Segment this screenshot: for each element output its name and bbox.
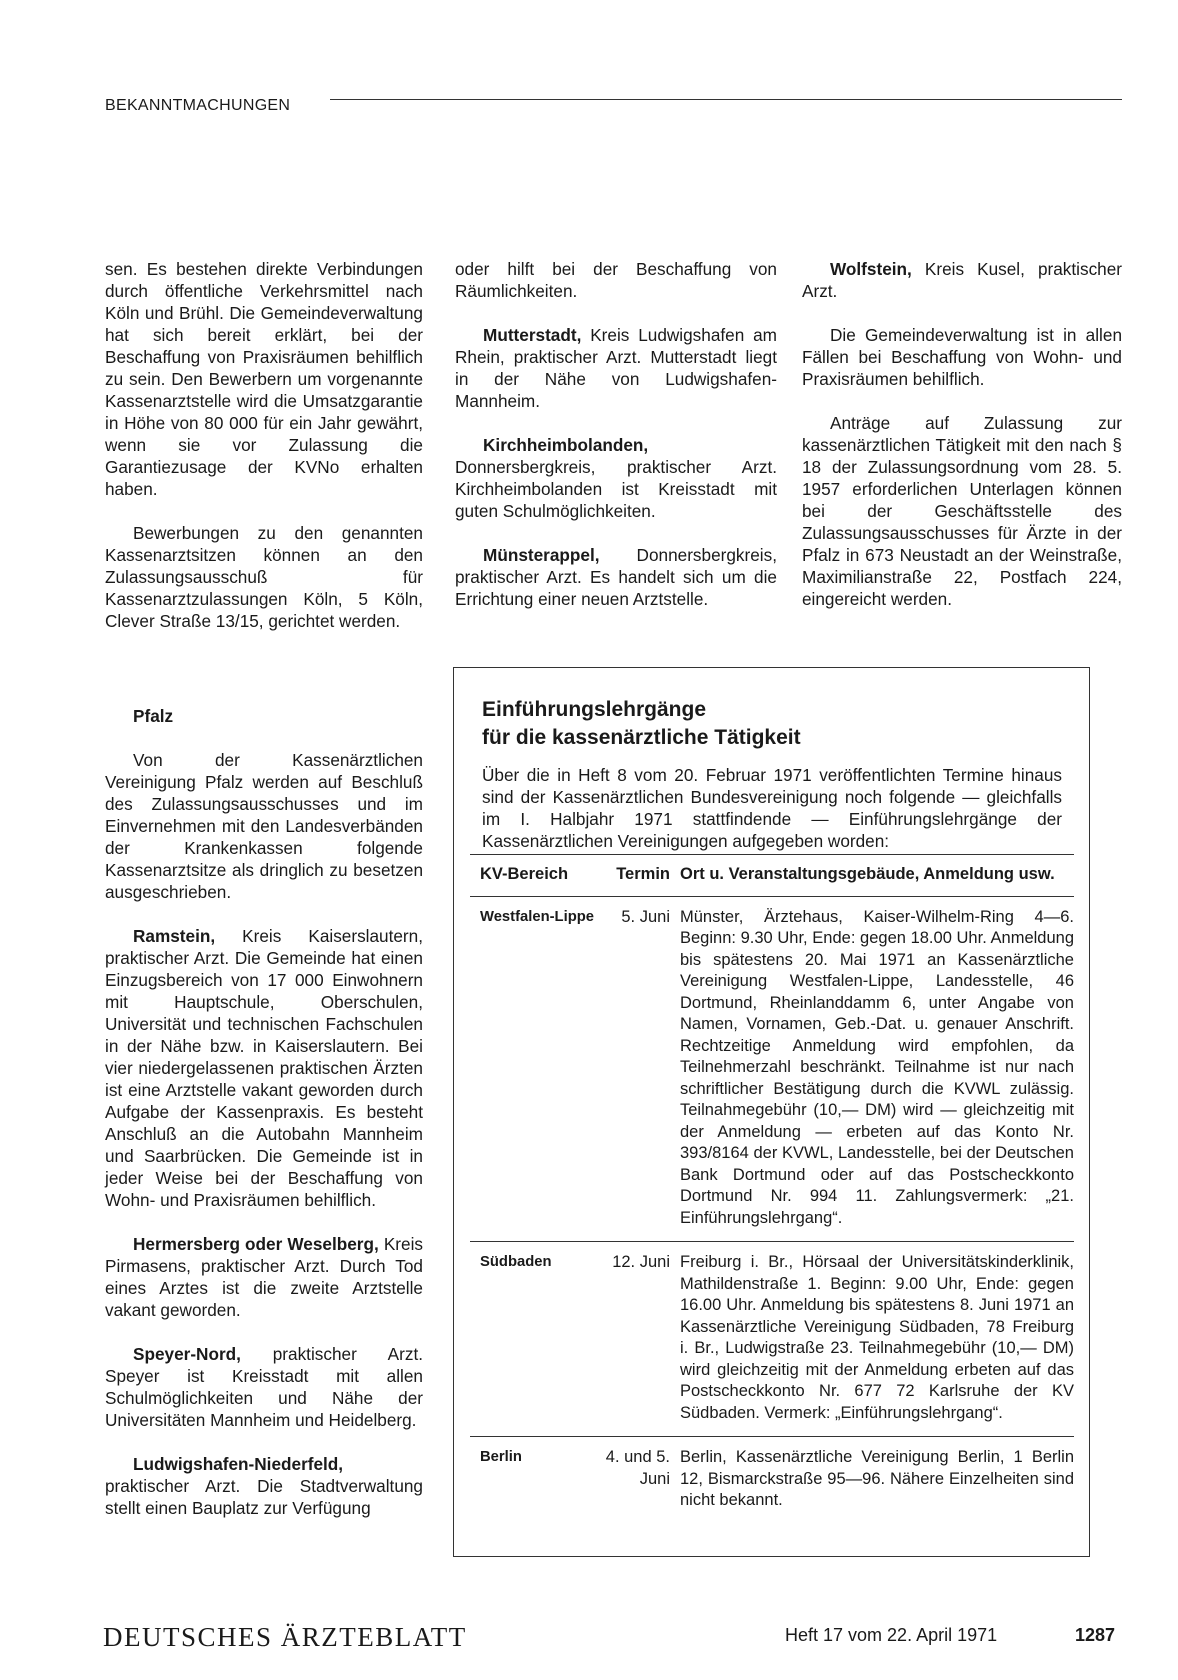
cell-date: 12. Juni bbox=[612, 1253, 670, 1271]
entry-name: Ramstein, bbox=[133, 926, 216, 946]
entry-text: Kreis Kaiserslautern, praktischer Arzt. Die Gemeinde hat einen Einzugsbereich von 17 000 Einwohnern mit Hauptschule, Oberschulen, Universität und technischen Fachschulen in der Nähe bzw. in Kaiserslautern. Bei vier niedergelassenen praktischen Ärzten ist eine Arztstelle vakant geworden durch Aufgabe der Kassenpraxis. Es besteht Anschluß an die Autobahn Mannheim und Saarbrücken. Die Gemeinde ist in jeder Weise bei der Beschaffung von Wohn- und Praxisräumen behilflich. bbox=[105, 926, 423, 1210]
paragraph: Bewerbungen zu den genannten Kassenarztsitzen können an den Zulassungsausschuß für Kassenarztzulassungen Köln, 5 Köln, Clever Straße 13/15, gerichtet werden. bbox=[105, 523, 423, 631]
entry-name: Ludwigshafen-Niederfeld, bbox=[133, 1454, 344, 1474]
entry-name: Speyer-Nord, bbox=[133, 1344, 241, 1364]
paragraph: Die Gemeindeverwaltung ist in allen Fällen bei Beschaffung von Wohn- und Praxisräumen behilflich. bbox=[802, 325, 1122, 389]
paragraph: oder hilft bei der Beschaffung von Räumlichkeiten. bbox=[455, 259, 777, 301]
entry-wolfstein bbox=[802, 258, 1122, 302]
section-heading: BEKANNTMACHUNGEN bbox=[105, 97, 291, 114]
column-header: KV-Bereich bbox=[480, 865, 569, 883]
cell-date: 4. und 5. Juni bbox=[605, 1448, 670, 1488]
entry-name: Wolfstein, bbox=[830, 259, 912, 279]
cell-region: Berlin bbox=[480, 1449, 522, 1465]
entry-hermersberg bbox=[105, 1233, 423, 1321]
entry-muensterappel bbox=[455, 544, 777, 610]
table-row bbox=[470, 1242, 1074, 1436]
table-header-row bbox=[470, 855, 1074, 896]
entry-text: Kreis Pirmasens, praktischer Arzt. Durch Tod eines Arztes ist die zweite Arztstelle vakant geworden. bbox=[105, 1234, 423, 1320]
column-3 bbox=[802, 258, 1122, 632]
entry-text: praktischer Arzt. Speyer ist Kreisstadt mit allen Schulmöglichkeiten und Nähe der Universitäten Mannheim und Heidelberg. bbox=[105, 1344, 423, 1430]
pfalz-section bbox=[105, 705, 423, 1541]
cell-details: Münster, Ärztehaus, Kaiser-Wilhelm-Ring 4—6. Beginn: 9.30 Uhr, Ende: gegen 18.00 Uhr. Anmeldung bis spätestens 20. Mai 1971 an Kassenärztliche Vereinigung Westfalen-Lippe, Landesstelle, 46 Dortmund, Rheinlanddamm 6, unter Angabe von Namen, Vornamen, Geb.-Dat. u. genauer Anschrift. Rechtzeitige Anmeldung wird empfohlen, da Teilnehmerzahl beschränkt. Teilnahme ist nur nach schriftlicher Bestätigung durch die KVWL zulässig. Teilnahmegebühr (10,— DM) wird — gleichzeitig mit der Anmeldung — erbeten auf das Konto Nr. 393/8164 der KVWL, Landesstelle, bei der Deutschen Bank Dortmund oder auf das Postscheckkonto Dortmund Nr. 994 11. Zahlungsvermerk: „21. Einführungslehrgang“. bbox=[680, 907, 1074, 1227]
box-title bbox=[482, 696, 1062, 752]
header-rule bbox=[330, 99, 1122, 100]
table-row bbox=[470, 1437, 1074, 1524]
column-header: Termin bbox=[616, 865, 670, 883]
cell-region: Westfalen-Lippe bbox=[480, 908, 595, 925]
entry-name: Münsterappel, bbox=[483, 545, 600, 565]
course-table bbox=[470, 854, 1074, 1524]
paragraph: sen. Es bestehen direkte Verbindungen durch öffentliche Verkehrsmittel nach Köln und Brühl. Die Gemeindeverwaltung hat sich bereit erklärt, bei der Beschaffung von Praxisräumen behilflich zu sein. Den Bewerbern um vorgenannte Kassenarztstelle wird die Umsatzgarantie in Höhe von 80 000 für ein Jahr gewährt, wenn sie vor Zulassung die Garantiezusage der KVNo erhalten haben. bbox=[105, 259, 423, 499]
table-row bbox=[470, 897, 1074, 1242]
issue-info: Heft 17 vom 22. April 1971 bbox=[785, 1625, 998, 1645]
entry-text: Donnersbergkreis, praktischer Arzt. Es handelt sich um die Errichtung einer neuen Arztstelle. bbox=[455, 545, 777, 609]
cell-region: Südbaden bbox=[480, 1254, 552, 1270]
entry-ramstein bbox=[105, 925, 423, 1211]
entry-text: Kreis Ludwigshafen am Rhein, praktischer Arzt. Mutterstadt liegt in der Nähe von Ludwigshafen-Mannheim. bbox=[455, 325, 777, 411]
page-number: 1287 bbox=[1075, 1625, 1116, 1645]
column-header: Ort u. Veranstaltungsgebäude, Anmeldung usw. bbox=[680, 865, 1055, 883]
entry-speyer-nord bbox=[105, 1343, 423, 1431]
column-2 bbox=[455, 258, 777, 632]
box-title-line: für die kassenärztliche Tätigkeit bbox=[482, 726, 801, 749]
cell-details: Berlin, Kassenärztliche Vereinigung Berlin, 1 Berlin 12, Bismarckstraße 95—96. Nähere Einzelheiten sind nicht bekannt. bbox=[680, 1448, 1074, 1509]
entry-text: praktischer Arzt. Die Stadtverwaltung stellt einen Bauplatz zur Verfügung bbox=[105, 1476, 423, 1518]
entry-text: Donnersbergkreis, praktischer Arzt. Kirchheimbolanden ist Kreisstadt mit guten Schulmöglichkeiten. bbox=[455, 457, 777, 521]
section-title-pfalz: Pfalz bbox=[133, 706, 174, 726]
course-box bbox=[453, 667, 1090, 1557]
entry-ludwigshafen-niederfeld bbox=[105, 1453, 423, 1519]
entry-text: Kreis Kusel, praktischer Arzt. bbox=[802, 259, 1122, 301]
entry-name: Mutterstadt, bbox=[483, 325, 582, 345]
box-intro: Über die in Heft 8 vom 20. Februar 1971 veröffentlichten Termine hinaus sind der Kassenärztlichen Bundesvereinigung noch folgende — gleichfalls im I. Halbjahr 1971 stattfindende — Einführungslehrgänge der Kassenärztlichen Vereinigungen aufgegeben worden: bbox=[482, 765, 1062, 851]
entry-name: Kirchheimbolanden, bbox=[483, 435, 649, 455]
entry-name: Hermersberg oder Weselberg, bbox=[133, 1234, 379, 1254]
column-1 bbox=[105, 258, 423, 654]
cell-details: Freiburg i. Br., Hörsaal der Universitätskinderklinik, Mathildenstraße 1. Beginn: 9.00 Uhr, Ende: gegen 16.00 Uhr. Anmeldung bis spätestens 8. Juni 1971 an Kassenärztliche Vereinigung Südbaden, 78 Freiburg i. Br., Ludwigstraße 23. Teilnahmegebühr (10,— DM) wird gleichzeitig mit der Anmeldung erbeten auf das Postscheckkonto Nr. 677 72 Karlsruhe der KV Südbaden. Vermerk: „Einführungslehrgang“. bbox=[680, 1253, 1074, 1422]
entry-kirchheimbolanden bbox=[455, 434, 777, 522]
paragraph: Anträge auf Zulassung zur kassenärztlichen Tätigkeit mit den nach § 18 der Zulassungsordnung vom 28. 5. 1957 erforderlichen Unterlagen können bei der Geschäftsstelle des Zulassungsausschusses für Ärzte in der Pfalz in 673 Neustadt an der Weinstraße, Maximilianstraße 22, Postfach 224, eingereicht werden. bbox=[802, 413, 1122, 609]
paragraph: Von der Kassenärztlichen Vereinigung Pfalz werden auf Beschluß des Zulassungsausschusses und im Einvernehmen mit den Landesverbänden der Krankenkassen folgende Kassenarztsitze als dringlich zu besetzen ausgeschrieben. bbox=[105, 750, 423, 902]
cell-date: 5. Juni bbox=[621, 907, 670, 926]
entry-mutterstadt bbox=[455, 324, 777, 412]
box-title-line: Einführungslehrgänge bbox=[482, 698, 707, 721]
masthead: DEUTSCHES ÄRZTEBLATT bbox=[103, 1622, 467, 1652]
